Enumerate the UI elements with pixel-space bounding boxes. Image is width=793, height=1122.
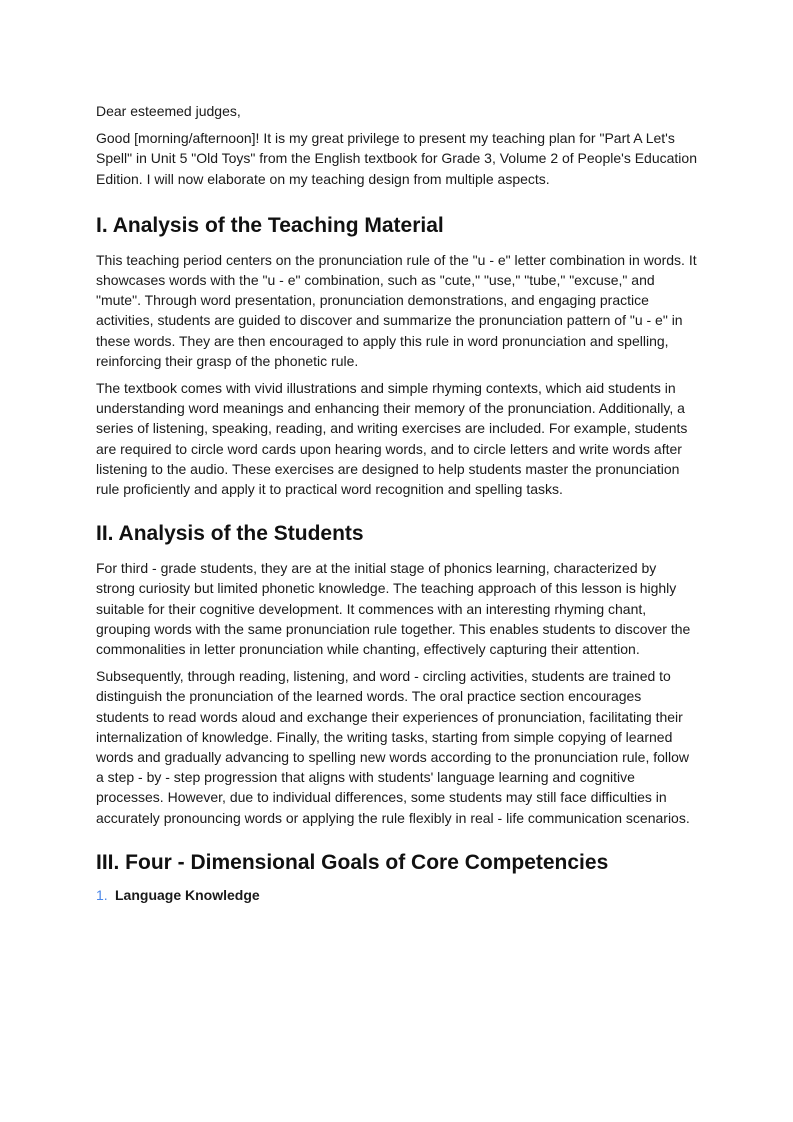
paragraph: For third - grade students, they are at the initial stage of phonics learning, characterized by strong curiosity but limited phonetic knowledge. The teaching approach of this lesson is highly suitable for their cognitive development. It commences with an interesting rhyming chant, grouping words with the same pronunciation rule together. This enables students to discover the commonalities in letter pronunciation while chanting, effectively capturing their attention.	[96, 560, 691, 658]
paragraph: Subsequently, through reading, listening, and word - circling activities, students are trained to distinguish the pronunciation of the learned words. The oral practice section encourages students to read words aloud and exchange their experiences of pronunciation, facilitating their internalization of knowledge. Finally, the writing tasks, starting from simple copying of learned words and gradually advancing to spelling new words according to the pronunciation rule, follow a step - by - step progression that aligns with students' language learning and cognitive processes. However, due to individual differences, some students may still face difficulties in accurately pronouncing words or applying the rule flexibly in real - life communication scenarios.	[96, 668, 690, 826]
section-heading-teaching-material: I. Analysis of the Teaching Material	[96, 213, 444, 237]
section-heading-students: II. Analysis of the Students	[96, 522, 364, 546]
document-page	[96, 101, 698, 905]
list-label: Language Knowledge	[115, 886, 260, 903]
section-heading-core-competencies: III. Four - Dimensional Goals of Core Competencies	[96, 850, 609, 874]
list-number: 1.	[96, 886, 108, 903]
greeting: Dear esteemed judges,	[96, 103, 241, 119]
paragraph: The textbook comes with vivid illustrations and simple rhyming contexts, which aid students in understanding word meanings and enhancing their memory of the pronunciation. Additionally, a series of listening, speaking, reading, and writing exercises are included. For example, students are required to circle word cards upon hearing words, and to circle letters and write words after listening to the audio. These exercises are designed to help students master the pronunciation rule proficiently and apply it to practical word recognition and spelling tasks.	[96, 380, 688, 498]
list-item	[96, 885, 698, 905]
paragraph: This teaching period centers on the pronunciation rule of the "u - e" letter combination in words. It showcases words with the "u - e" combination, such as "cute," "use," "tube," "excuse," and "mute". Through word presentation, pronunciation demonstrations, and engaging practice activities, students are guided to discover and summarize the pronunciation pattern of "u - e" in these words. They are then encouraged to apply this rule in word pronunciation and spelling, reinforcing their grasp of the phonetic rule.	[96, 251, 697, 369]
intro-paragraph: Good [morning/afternoon]! It is my great privilege to present my teaching plan for "Part A Let's Spell" in Unit 5 "Old Toys" from the English textbook for Grade 3, Volume 2 of People's Education Edition. I will now elaborate on my teaching design from multiple aspects.	[96, 130, 697, 187]
